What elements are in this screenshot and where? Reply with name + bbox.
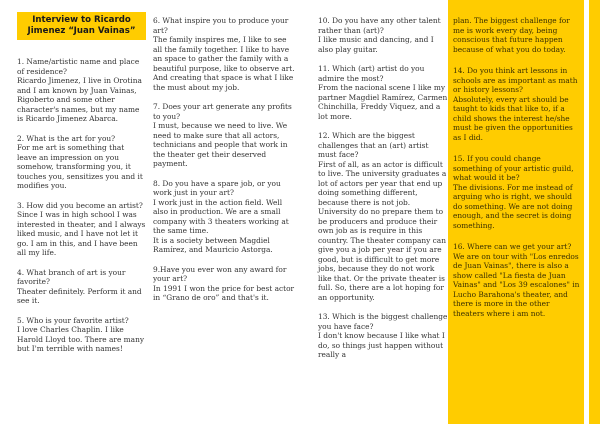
question-text: 12. Which are the biggest challenges that an (art) artist must face? — [318, 131, 429, 159]
column-2 — [150, 0, 303, 424]
answer-text: I don't know because I like what I do, so things just happen without really a — [318, 331, 445, 359]
question-text: 13. Which is the biggest challenge you have face? — [318, 312, 448, 331]
qa-block — [453, 242, 581, 318]
interview-title — [17, 12, 146, 40]
edge-accent-strip — [589, 0, 600, 424]
answer-text: First of all, as an actor is difficult to live. The university graduates a lot of actors per year that end up doing something different, because there is not job. University do no prepare them to be producers and produce their own job as is require in this country. The theater company can give you a job per year if you are good, but is difficult to get more jobs, because they do not work like that. Or the private theater is full. So, there are a lot hoping for an opportunity. — [318, 159, 447, 302]
question-text: 6. What inspire you to produce your art? — [153, 16, 289, 35]
answer-text: I like music and dancing, and I also play guitar. — [318, 35, 434, 54]
answer-text: For me art is something that leave an impression on you somehow, transforming you, it touches you, sensitizes you and it modifies you. — [17, 143, 143, 190]
qa-list-2 — [153, 16, 297, 303]
answer-text: The divisions. For me instead of arguing who is right, we should do something. We are not doing enough, and the secret is doing something. — [453, 182, 573, 230]
qa-list-4 — [453, 16, 581, 318]
qa-block — [318, 131, 448, 302]
answer-text: The family inspires me, I like to see all the family together. I like to have an space to gather the family with a beautiful purpose, like to observe art. And creating that space is what I like the must about my job. — [153, 35, 295, 92]
question-text: 4. What branch of art is your favorite? — [17, 267, 126, 286]
answer-text: Since I was in high school I was interested in theater, and I always liked music, and I have not let it go. I am in this, and I have been all my life. — [17, 210, 146, 257]
qa-list-3 — [318, 16, 448, 360]
qa-block — [453, 154, 581, 230]
question-text: 3. How did you become an artist? — [17, 200, 143, 210]
question-text: 8. Do you have a spare job, or you work just in your art? — [153, 178, 281, 197]
qa-block — [153, 265, 297, 303]
answer-text: plan. The biggest challenge for me is work every day, being conscious that future happen because of what you do today. — [453, 16, 570, 54]
qa-block — [153, 179, 297, 255]
qa-block — [17, 134, 146, 191]
question-text: 2. What is the art for you? — [17, 133, 116, 143]
qa-block — [318, 312, 448, 360]
answer-text: We are on tour with "Los enredos de Juan Vainas", there is also a show called "La fiesta de Juan Vainas" and "Los 39 escalones" in Lucho Barahona's theater, and there is more in the other theaters where i am not. — [453, 251, 580, 318]
answer-text: In 1991 I won the price for best actor in “Grano de oro” and that's it. — [153, 283, 295, 302]
question-text: 15. If you could change something of your artistic guild, what would it be? — [453, 154, 574, 182]
question-text: 14. Do you think art lessons in schools are as important as math or history lessons? — [453, 66, 578, 94]
question-text: 11. Which (art) artist do you admire the most? — [318, 64, 425, 83]
qa-block — [17, 268, 146, 306]
qa-block — [153, 102, 297, 169]
answer-text: Absolutely, every art should be taught to kids that like to, if a child shows the interest he/she must be given the opportunities as I did. — [453, 94, 573, 142]
answer-text: Ricardo Jimenez, I live in Orotina and I am known by Juan Vainas, Rigoberto and some other character's names, but my name is Ricardo Jimenez Abarca. — [17, 76, 142, 123]
qa-block — [453, 66, 581, 142]
question-text: 9.Have you ever won any award for your art? — [153, 264, 287, 283]
answer-text: I must, because we need to live. We need to make sure that all actors, technicians and people that work in the theater get their deserved payment. — [153, 121, 288, 168]
qa-block — [17, 316, 146, 354]
qa-block — [318, 16, 448, 54]
question-text: 5. Who is your favorite artist? — [17, 315, 129, 325]
question-text: 7. Does your art generate any profits to you? — [153, 102, 292, 121]
answer-text: I work just in the action field. Well also in production. We are a small company with 3 theaters working at the same time. It is a society between Magdiel Ramírez, and Mauricio Astorga. — [153, 197, 289, 254]
answer-text: From the nacional scene I like my partner Magdiel Ramírez, Carmen Chinchilla, Freddy Viquez, and a lot more. — [318, 83, 448, 121]
title-line-1: Interview to Ricardo — [32, 15, 131, 25]
qa-block — [17, 57, 146, 124]
qa-block — [453, 16, 581, 54]
qa-block — [17, 201, 146, 258]
qa-block — [153, 16, 297, 92]
column-1 — [0, 0, 150, 424]
title-line-2: Jimenez “Juan Vainas” — [27, 25, 136, 36]
question-text: 1. Name/artistic name and place of residence? — [17, 57, 140, 76]
qa-block — [318, 64, 448, 121]
answer-text: Theater definitely. Perform it and see it. — [17, 286, 142, 305]
question-text: 16. Where can we get your art? — [453, 242, 572, 251]
qa-list-1 — [17, 57, 146, 354]
column-4 — [448, 0, 584, 424]
question-text: 10. Do you have any other talent rather than (art)? — [318, 16, 441, 35]
answer-text: I love Charles Chaplin. I like Harold Lloyd too. There are many but I'm terrible with names! — [17, 325, 145, 353]
column-3 — [303, 0, 448, 424]
